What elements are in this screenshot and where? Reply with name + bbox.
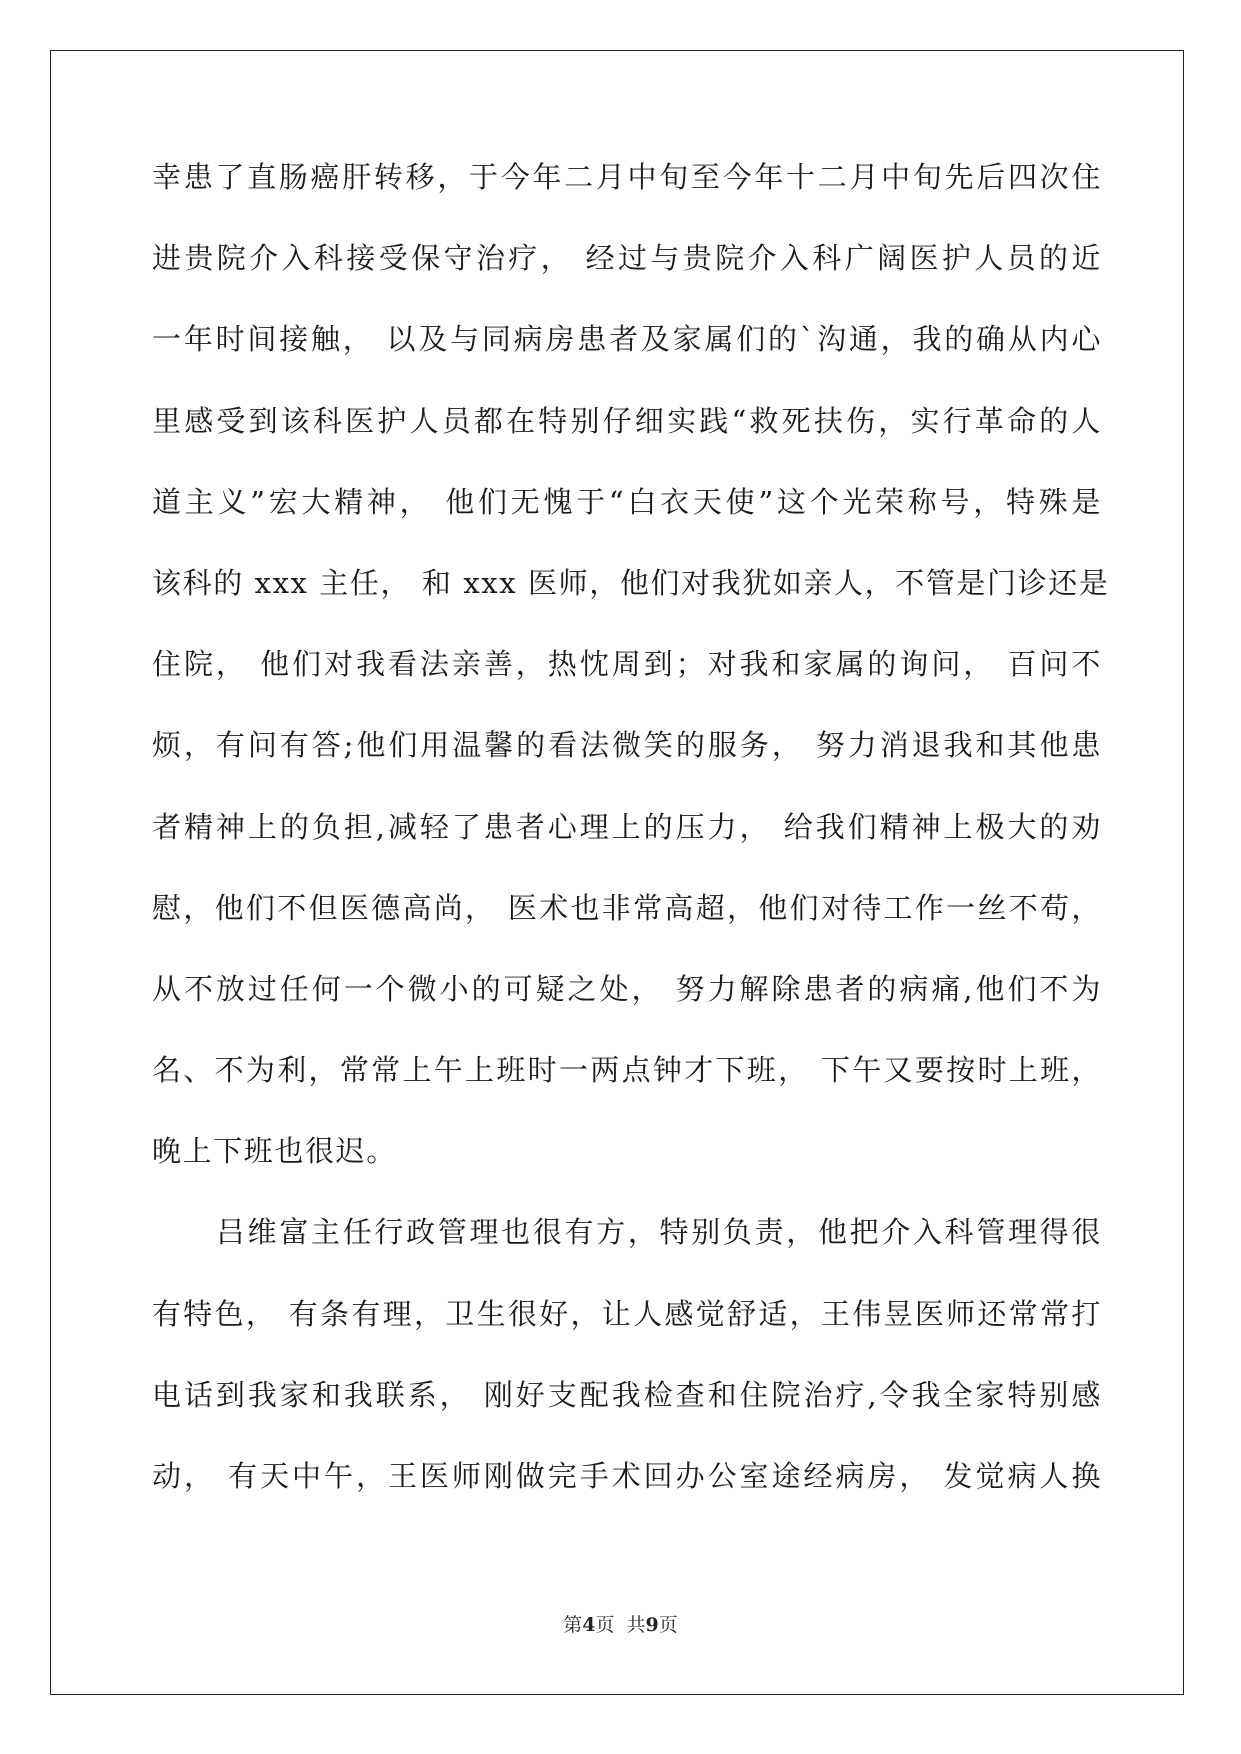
text-line: 动， 有天中午，王医师刚做完手术回办公室途经病房， 发觉病人换 bbox=[152, 1459, 1102, 1493]
text-line: 名、不为利，常常上午上班时一两点钟才下班， 下午又要按时上班， bbox=[152, 1053, 1102, 1088]
text-line: 慰，他们不但医德高尚， 医术也非常高超，他们对待工作一丝不苟， bbox=[152, 890, 1102, 925]
body-text bbox=[152, 160, 1110, 1540]
text-line: 里感受到该科医护人员都在特别仔细实践“救死扶伤，实行革命的人 bbox=[152, 403, 1102, 438]
text-line: 有特色， 有条有理，卫生很好，让人感觉舒适，王伟昱医师还常常打 bbox=[152, 1296, 1102, 1331]
text-line: 该科的 xxx 主任， 和 xxx 医师，他们对我犹如亲人，不管是门诊还是 bbox=[152, 565, 1110, 600]
footer-prefix: 第 bbox=[563, 1614, 583, 1636]
text-line: 进贵院介入科接受保守治疗， 经过与贵院介入科广阔医护人员的近 bbox=[152, 241, 1102, 276]
text-line: 从不放过任何一个微小的可疑之处， 努力解除患者的病痛,他们不为 bbox=[152, 971, 1102, 1006]
text-line: 幸患了直肠癌肝转移，于今年二月中旬至今年十二月中旬先后四次住 bbox=[152, 160, 1102, 194]
total-page-number: 9 bbox=[645, 1614, 659, 1636]
text-line: 晚上下班也很迟。 bbox=[152, 1134, 397, 1169]
text-line: 者精神上的负担,减轻了患者心理上的压力， 给我们精神上极大的劝 bbox=[152, 809, 1102, 844]
text-line: 一年时间接触， 以及与同病房患者及家属们的`沟通，我的确从内心 bbox=[152, 322, 1102, 357]
page-number-footer bbox=[0, 1610, 1241, 1637]
text-line: 道主义”宏大精神， 他们无愧于“白衣天使”这个光荣称号，特殊是 bbox=[152, 484, 1102, 519]
footer-mid: 页 共 bbox=[595, 1614, 646, 1636]
current-page-number: 4 bbox=[582, 1614, 596, 1636]
footer-suffix: 页 bbox=[658, 1614, 678, 1636]
paragraph-first-line: 吕维富主任行政管理也很有方，特别负责，他把介入科管理得很 bbox=[216, 1215, 1102, 1250]
text-line: 电话到我家和我联系， 刚好支配我检查和住院治疗,令我全家特别感 bbox=[152, 1377, 1102, 1412]
text-line: 住院， 他们对我看法亲善，热忱周到；对我和家属的询问， 百问不 bbox=[152, 647, 1102, 682]
text-line: 烦，有问有答;他们用温馨的看法微笑的服务， 努力消退我和其他患 bbox=[152, 728, 1102, 763]
